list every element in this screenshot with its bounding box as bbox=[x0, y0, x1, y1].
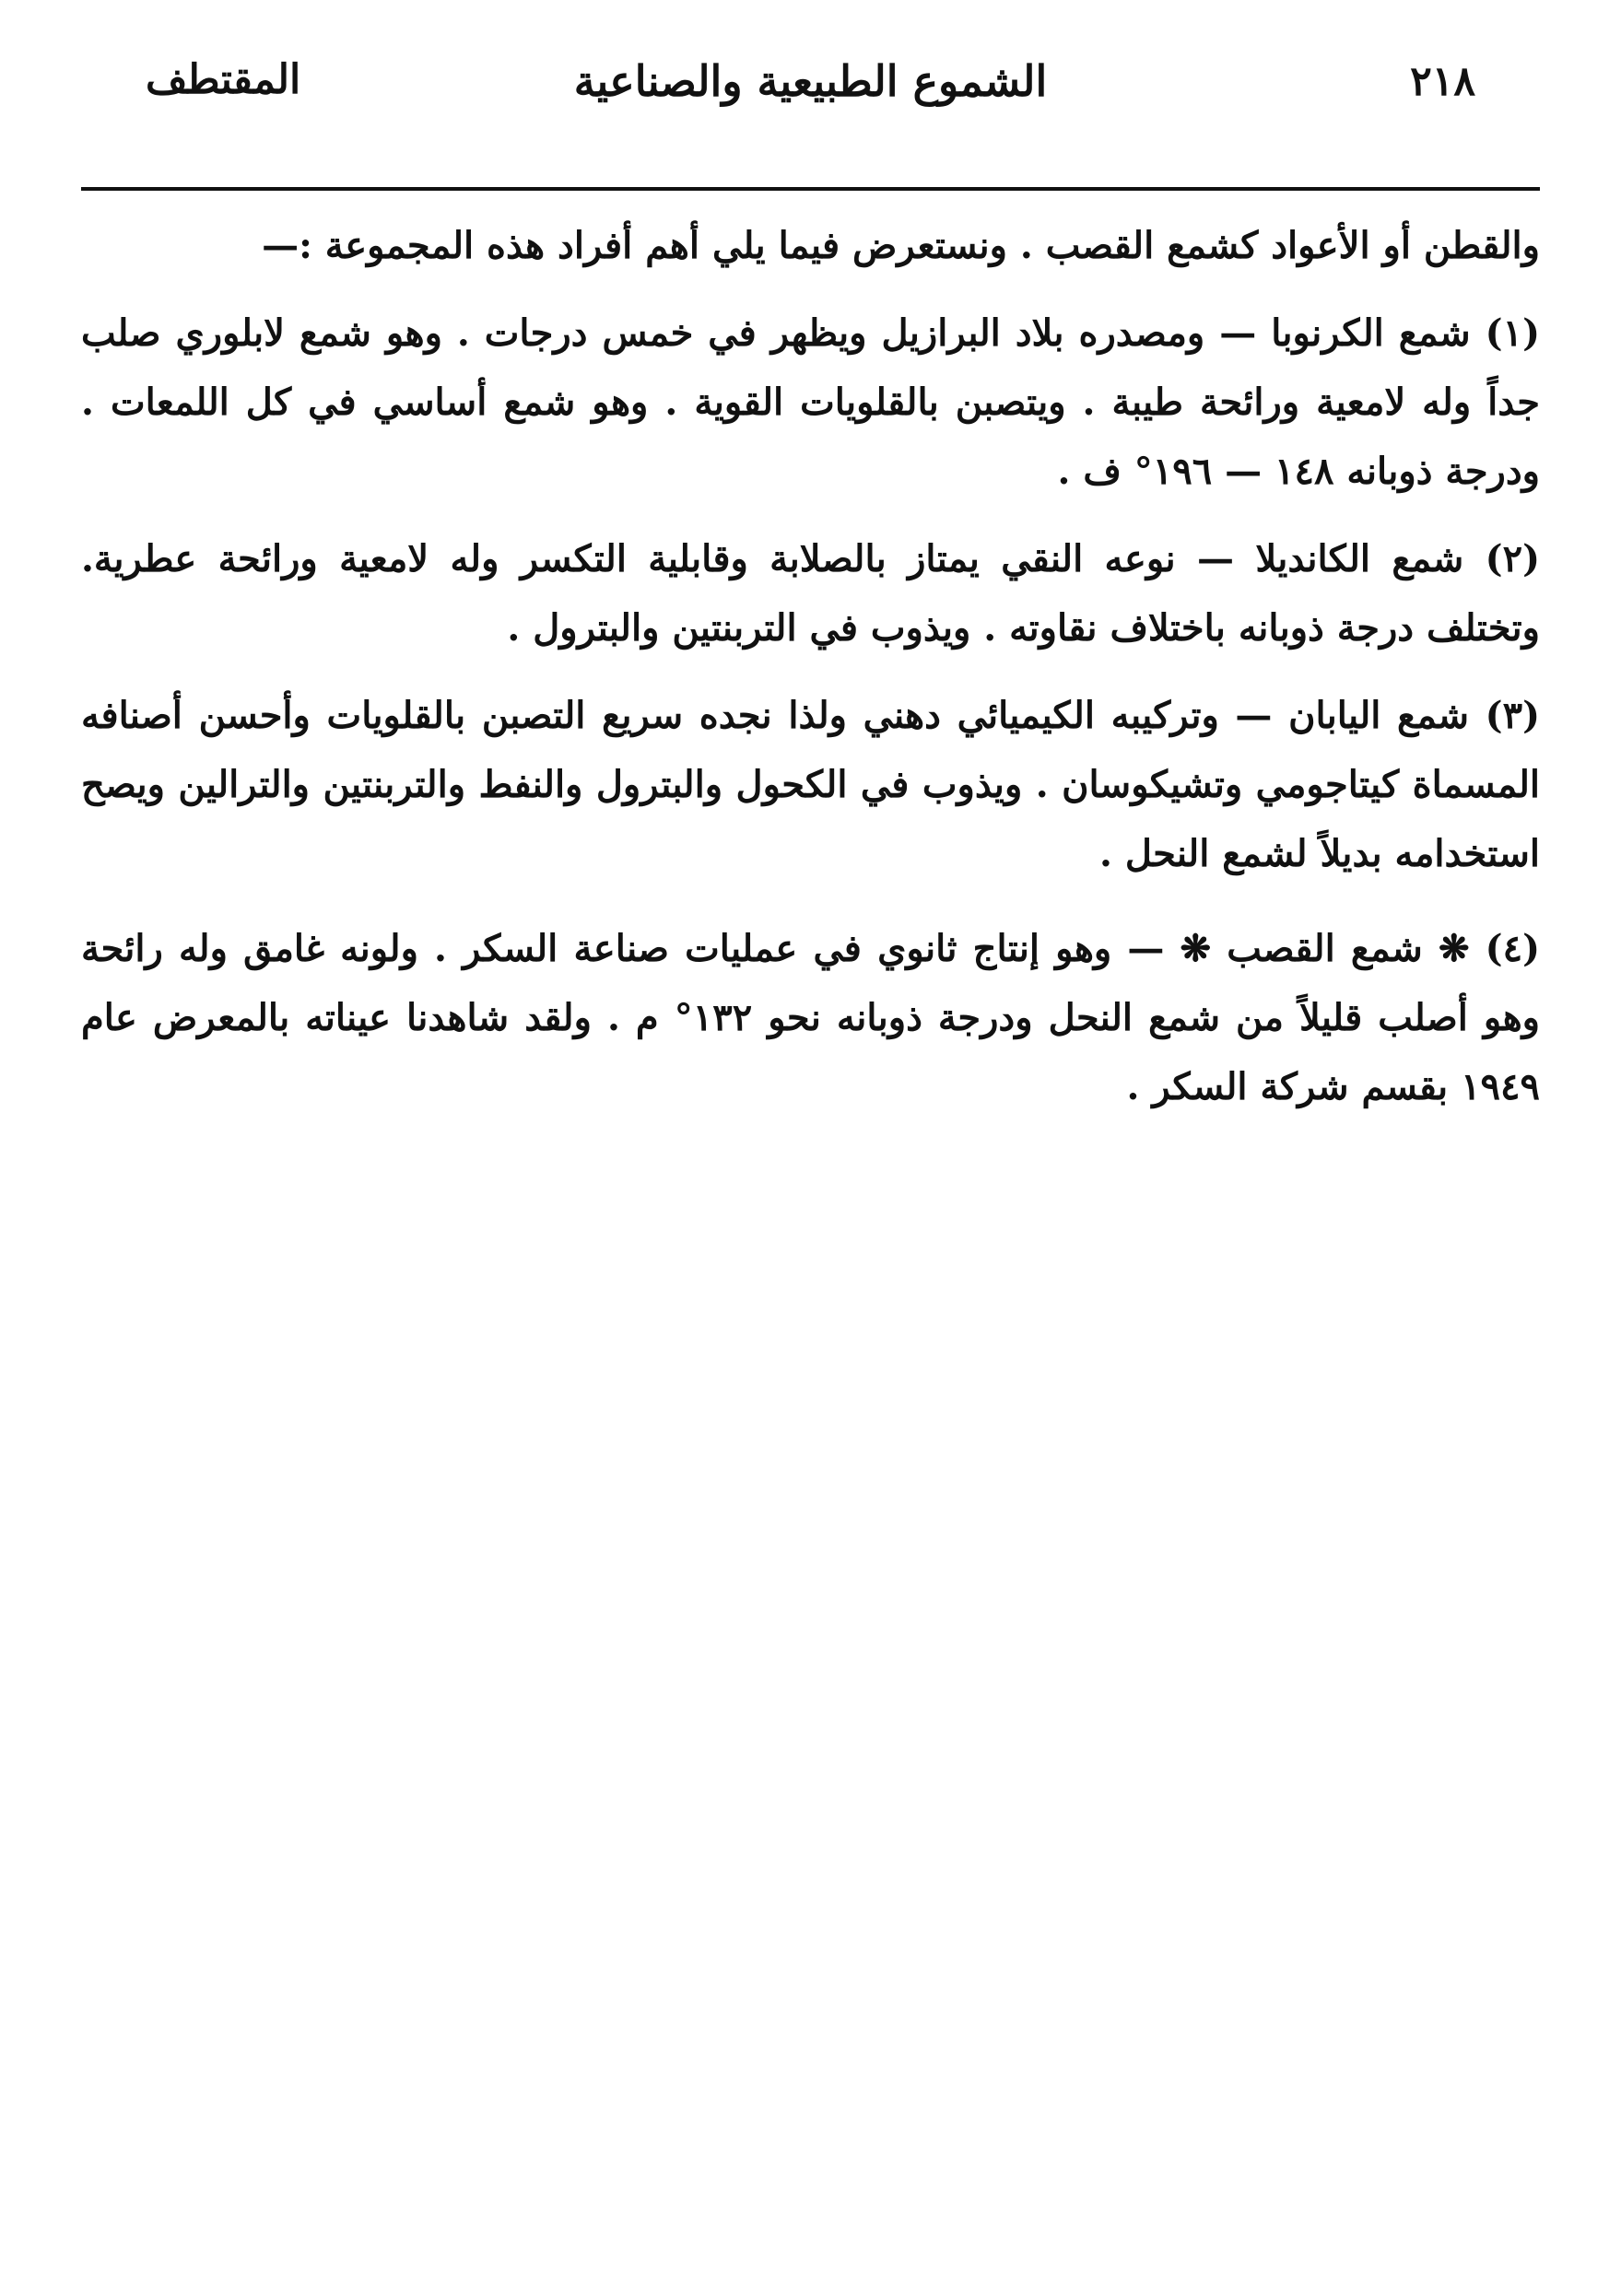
paragraph-intro: والقطن أو الأعواد كشمع القصب . ونستعرض فيما يلي أهم أفراد هذه المجموعة :— bbox=[262, 224, 1540, 267]
running-title: الشموع الطبيعية والصناعية bbox=[573, 56, 1048, 106]
article-body bbox=[81, 211, 1540, 1121]
paragraph-japan-wax: (٣) شمع اليابان — وتركيبه الكيميائي دهني ولذا نجده سريع التصبن بالقلويات وأحسن أصنافه المسماة كيتاجومي وتشيكوسان . ويذوب في الكحول والبترول والنفط والتربنتين والترالين ويصح استخدامه بديلاً لشمع النحل . bbox=[81, 694, 1540, 875]
paragraph-carnauba: (١) شمع الكرنوبا — ومصدره بلاد البرازيل ويظهر في خمس درجات . وهو شمع لابلوري صلب جداً وله لامعية ورائحة طيبة . ويتصبن بالقلويات القوية . وهو شمع أساسي في كل اللمعات . ودرجة ذوبانه ١٤٨ — ١٩٦° ف . bbox=[81, 311, 1540, 493]
paragraph-candelilla: (٢) شمع الكانديلا — نوعه النقي يمتاز بالصلابة وقابلية التكسر وله لامعية ورائحة عطرية. وتختلف درجة ذوبانه باختلاف نقاوته . ويذوب في التربنتين والبترول . bbox=[81, 537, 1540, 650]
page-number: ٢١٨ bbox=[1410, 58, 1475, 105]
header-rule bbox=[81, 187, 1540, 191]
page-header bbox=[81, 51, 1540, 123]
journal-name: المقتطف bbox=[146, 56, 301, 103]
paragraph-sugarcane-wax: (٤) ❋ شمع القصب ❋ — وهو إنتاج ثانوي في عمليات صناعة السكر . ولونه غامق وله رائحة وهو أصلب قليلاً من شمع النحل ودرجة ذوبانه نحو ١٣٢° م . ولقد شاهدنا عيناته بالمعرض عام ١٩٤٩ بقسم شركة السكر . bbox=[81, 927, 1540, 1108]
